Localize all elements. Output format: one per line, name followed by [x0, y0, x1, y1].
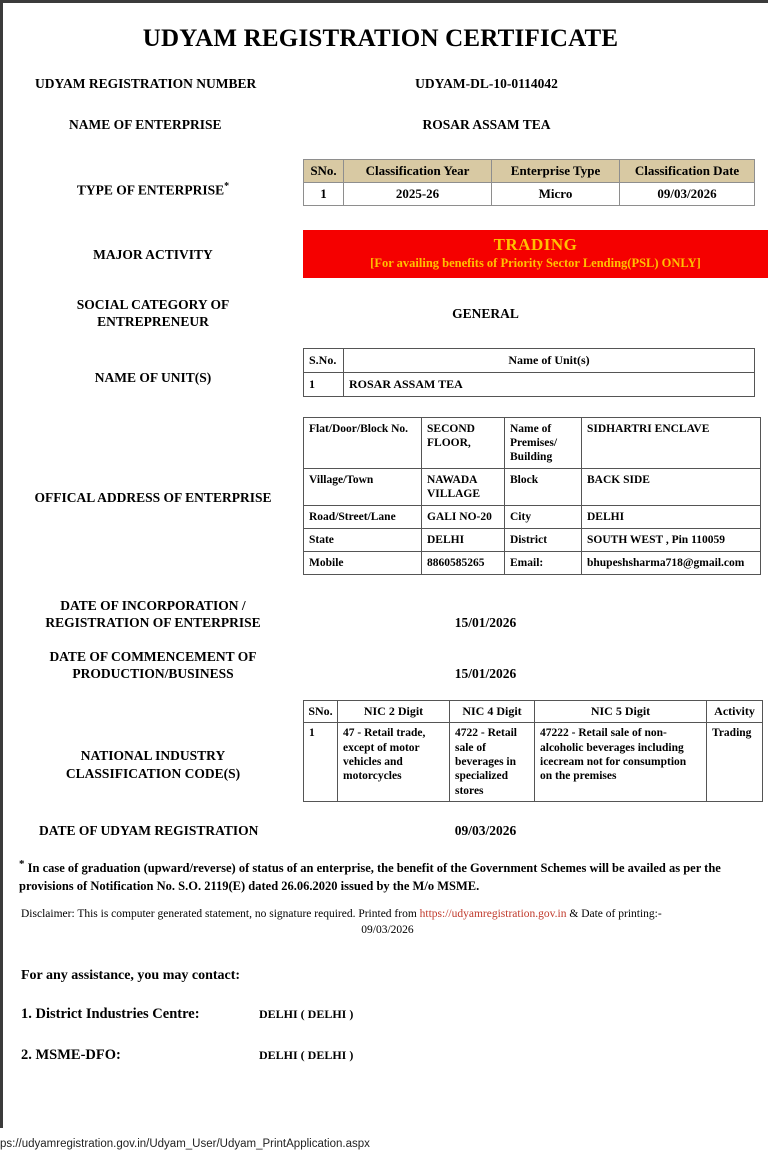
- type-of-enterprise-label: [3, 159, 303, 199]
- social-category-row: [3, 296, 768, 331]
- disclaimer-suffix: & Date of printing:-: [566, 908, 662, 921]
- social-category-label: [3, 296, 303, 331]
- address-table: [303, 417, 761, 575]
- address-key-district: District: [505, 529, 582, 552]
- table-row: [304, 552, 761, 575]
- col-nic-2-digit: NIC 2 Digit: [338, 701, 450, 723]
- registration-number-label: UDYAM REGISTRATION NUMBER: [35, 76, 257, 91]
- col-classification-date: Classification Date: [620, 159, 755, 182]
- assistance-item-msme-dfo: [3, 1047, 768, 1064]
- address-key-flat: Flat/Door/Block No.: [304, 418, 422, 469]
- table-row: [304, 506, 761, 529]
- address-value-mobile: 8860585265: [422, 552, 505, 575]
- disclaimer-prefix: Disclaimer: This is computer generated statement, no signature required. Printed from: [21, 908, 420, 921]
- registration-number-value: UDYAM-DL-10-0114042: [415, 76, 558, 91]
- disclaimer: [3, 907, 768, 938]
- address-value-city: DELHI: [582, 506, 761, 529]
- cell-sno: 1: [304, 182, 344, 205]
- nic-table-wrapper: [303, 700, 763, 802]
- major-activity-banner: [303, 230, 768, 278]
- address-value-flat: SECOND FLOOR,: [422, 418, 505, 469]
- nic-label-line1: NATIONAL INDUSTRY: [80, 748, 226, 764]
- cell-activity: Trading: [707, 723, 763, 802]
- table-row: [304, 529, 761, 552]
- date-incorporation-label: [3, 597, 303, 632]
- enterprise-name-row: [3, 116, 768, 133]
- units-table: [303, 348, 755, 397]
- address-value-state: DELHI: [422, 529, 505, 552]
- cell-nic-5-digit: 47222 - Retail sale of non-alcoholic beverages including icecream not for consumption on the premises: [535, 723, 707, 802]
- enterprise-name-label: NAME OF ENTERPRISE: [69, 117, 222, 133]
- address-key-city: City: [505, 506, 582, 529]
- table-header-row: [304, 159, 755, 182]
- table-row: [304, 418, 761, 469]
- address-table-wrapper: [303, 417, 761, 575]
- address-key-block: Block: [505, 469, 582, 506]
- table-row: [304, 373, 755, 397]
- date-udyam-registration-value: 09/03/2026: [454, 823, 517, 839]
- type-of-enterprise-asterisk: *: [224, 180, 230, 192]
- nic-table: [303, 700, 763, 802]
- official-address-label: OFFICAL ADDRESS OF ENTERPRISE: [34, 490, 272, 506]
- date-udyam-registration-row: [3, 822, 768, 839]
- address-value-village: NAWADA VILLAGE: [422, 469, 505, 506]
- assistance-heading: For any assistance, you may contact:: [21, 968, 241, 984]
- registration-number-row: [3, 75, 768, 92]
- table-row: [304, 182, 755, 205]
- enterprise-type-table-wrapper: [303, 159, 755, 206]
- page-title: UDYAM REGISTRATION CERTIFICATE: [142, 25, 619, 52]
- major-activity-secondary: [For availing benefits of Priority Sector Lending(PSL) ONLY]: [370, 255, 701, 270]
- assistance-msme-dfo-value: DELHI ( DELHI ): [259, 1048, 354, 1063]
- enterprise-type-table: [303, 159, 755, 206]
- cell-unit-name: ROSAR ASSAM TEA: [344, 373, 755, 397]
- name-of-units-row: [3, 348, 768, 397]
- address-key-road: Road/Street/Lane: [304, 506, 422, 529]
- address-value-email: bhupeshsharma718@gmail.com: [582, 552, 761, 575]
- date-incorporation-label-line1: DATE OF INCORPORATION /: [60, 598, 246, 614]
- date-incorporation-value: 15/01/2026: [454, 615, 517, 631]
- col-nic-5-digit: NIC 5 Digit: [535, 701, 707, 723]
- major-activity-label: MAJOR ACTIVITY: [93, 246, 213, 262]
- cell-classification-year: 2025-26: [344, 182, 492, 205]
- social-category-value: GENERAL: [452, 305, 519, 321]
- cell-classification-date: 09/03/2026: [620, 182, 755, 205]
- assistance-item-dic: [3, 1006, 768, 1023]
- units-table-wrapper: [303, 348, 755, 397]
- enterprise-name-value: ROSAR ASSAM TEA: [422, 117, 551, 133]
- disclaimer-line: [21, 907, 754, 923]
- date-commencement-label-line2: PRODUCTION/BUSINESS: [72, 665, 234, 681]
- table-row: [304, 469, 761, 506]
- col-sno: SNo.: [304, 159, 344, 182]
- type-of-enterprise-label-text: TYPE OF ENTERPRISE: [76, 182, 225, 198]
- nic-classification-row: [3, 700, 768, 802]
- date-commencement-row: [3, 648, 768, 683]
- browser-status-url: ps://udyamregistration.gov.in/Udyam_User/Udyam_PrintApplication.aspx: [0, 1138, 370, 1150]
- date-incorporation-row: [3, 597, 768, 632]
- table-row: [304, 723, 763, 802]
- col-name-of-units: Name of Unit(s): [344, 349, 755, 373]
- col-classification-year: Classification Year: [344, 159, 492, 182]
- date-udyam-registration-label: DATE OF UDYAM REGISTRATION: [39, 823, 259, 839]
- col-sno: S.No.: [304, 349, 344, 373]
- cell-enterprise-type: Micro: [492, 182, 620, 205]
- address-key-email: Email:: [505, 552, 582, 575]
- name-of-units-label: NAME OF UNIT(S): [94, 370, 212, 386]
- cell-nic-2-digit: 47 - Retail trade, except of motor vehicles and motorcycles: [338, 723, 450, 802]
- nic-label-line2: CLASSIFICATION CODE(S): [65, 765, 241, 781]
- type-of-enterprise-row: [3, 159, 768, 206]
- date-commencement-label-line1: DATE OF COMMENCEMENT OF: [49, 648, 257, 664]
- col-sno: SNo.: [304, 701, 338, 723]
- address-key-premises: Name of Premises/ Building: [505, 418, 582, 469]
- disclaimer-print-date: 09/03/2026: [361, 923, 414, 936]
- social-category-label-line2: ENTREPRENEUR: [97, 313, 209, 329]
- address-key-mobile: Mobile: [304, 552, 422, 575]
- major-activity-row: [3, 230, 768, 278]
- graduation-footnote: [3, 857, 768, 895]
- date-incorporation-label-line2: REGISTRATION OF ENTERPRISE: [45, 615, 261, 631]
- address-value-premises: SIDHARTRI ENCLAVE: [582, 418, 761, 469]
- cell-nic-4-digit: 4722 - Retail sale of beverages in specialized stores: [450, 723, 535, 802]
- official-address-row: [3, 417, 768, 575]
- footnote-text: In case of graduation (upward/reverse) of status of an enterprise, the benefit of the Government Schemes will be availed as per the provisions of Notification No. S.O. 2119(E) dated 26.06.2020 issued by the M/o MSME.: [19, 861, 721, 893]
- date-commencement-value: 15/01/2026: [454, 665, 517, 681]
- social-category-label-line1: SOCIAL CATEGORY OF: [76, 296, 230, 312]
- address-value-block: BACK SIDE: [582, 469, 761, 506]
- assistance-dic-value: DELHI ( DELHI ): [259, 1007, 354, 1022]
- address-value-road: GALI NO-20: [422, 506, 505, 529]
- date-commencement-label: [3, 648, 303, 683]
- udyam-portal-link[interactable]: https://udyamregistration.gov.in: [419, 908, 567, 921]
- col-enterprise-type: Enterprise Type: [492, 159, 620, 182]
- address-key-state: State: [304, 529, 422, 552]
- address-key-village: Village/Town: [304, 469, 422, 506]
- col-activity: Activity: [707, 701, 763, 723]
- cell-sno: 1: [304, 373, 344, 397]
- table-header-row: [304, 701, 763, 723]
- col-nic-4-digit: NIC 4 Digit: [450, 701, 535, 723]
- table-header-row: [304, 349, 755, 373]
- cell-sno: 1: [304, 723, 338, 802]
- nic-classification-label: [3, 700, 303, 782]
- assistance-msme-dfo-label: 2. MSME-DFO:: [21, 1047, 121, 1064]
- assistance-dic-label: 1. District Industries Centre:: [21, 1006, 200, 1023]
- address-value-district: SOUTH WEST , Pin 110059: [582, 529, 761, 552]
- major-activity-primary: TRADING: [493, 234, 578, 254]
- footnote-marker: *: [19, 858, 25, 871]
